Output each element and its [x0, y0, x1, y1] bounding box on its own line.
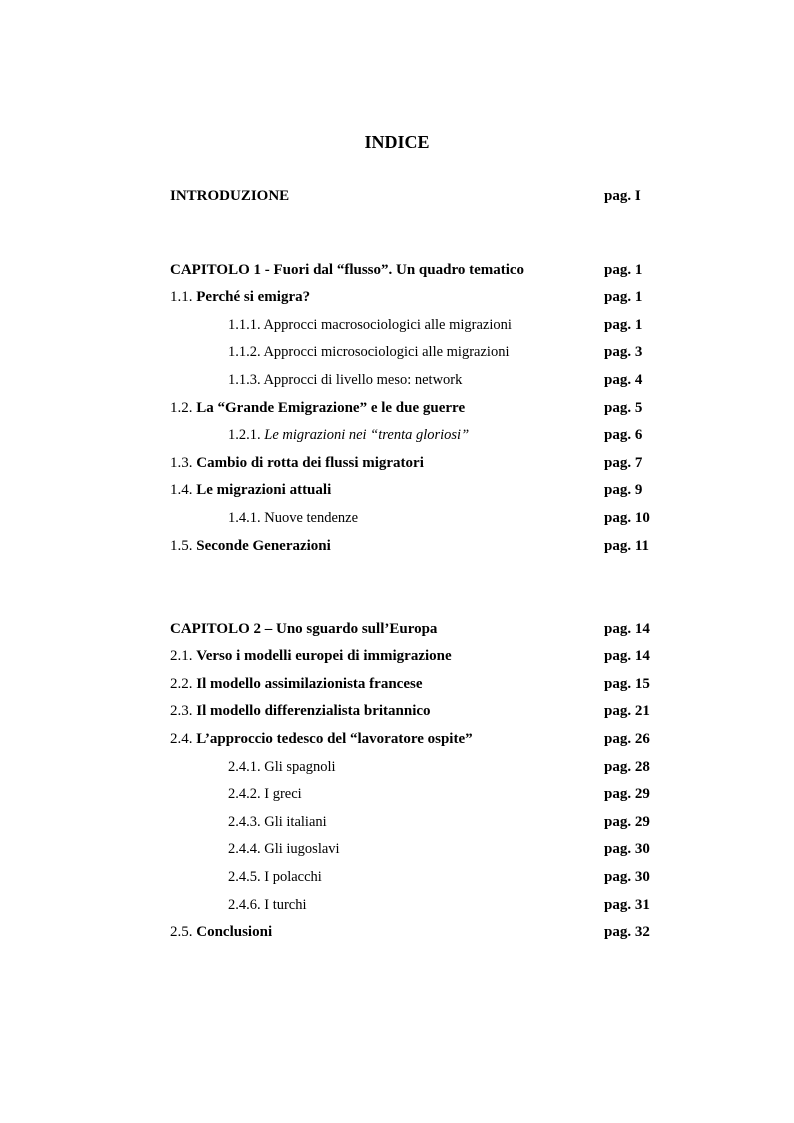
entry-number: 1.2.1.: [228, 427, 261, 443]
entry-number: 1.4.: [170, 482, 193, 498]
entry-title: L’approccio tedesco del “lavoratore ospite”: [196, 731, 473, 747]
entry-number: 1.1.3.: [228, 372, 261, 388]
entry-title: Gli italiani: [264, 814, 327, 830]
toc-entry: [0, 535, 794, 557]
entry-title: Perché si emigra?: [196, 289, 311, 305]
entry-title: Le migrazioni attuali: [196, 482, 332, 498]
entry-page: pag. 26: [604, 731, 650, 747]
toc-entry: [0, 645, 794, 667]
entry-number: 1.3.: [170, 455, 193, 471]
entry-page: pag. 29: [604, 786, 650, 802]
entry-number: 1.5.: [170, 538, 193, 554]
entry-page: pag. 28: [604, 759, 650, 775]
entry-number: 2.5.: [170, 924, 193, 940]
entry-number: 1.1.1.: [228, 317, 261, 333]
entry-page: pag. 14: [604, 648, 650, 664]
entry-title: Conclusioni: [196, 924, 273, 940]
entry-page: pag. 5: [604, 400, 643, 416]
entry-number: 2.4.6.: [228, 897, 261, 913]
toc-intro-page: pag. I: [604, 188, 641, 204]
entry-number: 1.4.1.: [228, 510, 261, 526]
entry-title: I polacchi: [264, 869, 322, 885]
entry-number: 1.1.2.: [228, 344, 261, 360]
entry-title: Approcci di livello meso: network: [263, 372, 463, 388]
entry-title: Gli iugoslavi: [264, 841, 340, 857]
entry-number: 2.4.4.: [228, 841, 261, 857]
entry-title: Le migrazioni nei “trenta gloriosi”: [264, 427, 470, 443]
entry-page: pag. 1: [604, 289, 643, 305]
toc-subentry: [0, 369, 794, 391]
entry-title: Approcci macrosociologici alle migrazioni: [263, 317, 512, 333]
entry-number: 2.4.2.: [228, 786, 261, 802]
toc-subentry: [0, 783, 794, 805]
toc-subentry: [0, 424, 794, 446]
toc-entry: [0, 673, 794, 695]
entry-page: pag. 32: [604, 924, 650, 940]
toc-subentry: [0, 894, 794, 916]
entry-title: Seconde Generazioni: [196, 538, 331, 554]
entry-number: 1.2.: [170, 400, 193, 416]
entry-page: pag. 30: [604, 841, 650, 857]
entry-title: Il modello assimilazionista francese: [196, 676, 423, 692]
toc-entry: [0, 397, 794, 419]
chapter-title: CAPITOLO 2 – Uno sguardo sull’Europa: [170, 621, 438, 637]
toc-subentry: [0, 507, 794, 529]
toc-subentry: [0, 341, 794, 363]
toc-chapter-heading: [0, 259, 794, 281]
chapter-title: CAPITOLO 1 - Fuori dal “flusso”. Un quadro tematico: [170, 262, 525, 278]
entry-page: pag. 7: [604, 455, 643, 471]
entry-page: pag. 4: [604, 372, 643, 388]
toc-subentry: [0, 756, 794, 778]
entry-page: pag. 3: [604, 344, 643, 360]
entry-number: 2.4.1.: [228, 759, 261, 775]
toc-entry: [0, 452, 794, 474]
entry-page: pag. 9: [604, 482, 643, 498]
entry-title: Nuove tendenze: [264, 510, 359, 526]
entry-title: Gli spagnoli: [264, 759, 336, 775]
entry-page: pag. 29: [604, 814, 650, 830]
toc-subentry: [0, 314, 794, 336]
entry-title: I turchi: [264, 897, 307, 913]
chapter-page: pag. 14: [604, 621, 650, 637]
entry-title: Cambio di rotta dei flussi migratori: [196, 455, 424, 471]
page-title: INDICE: [364, 132, 430, 152]
entry-page: pag. 1: [604, 317, 643, 333]
entry-number: 2.2.: [170, 676, 193, 692]
toc-entry: [0, 728, 794, 750]
entry-number: 2.4.: [170, 731, 193, 747]
entry-title: Approcci microsociologici alle migrazioni: [263, 344, 510, 360]
entry-title: La “Grande Emigrazione” e le due guerre: [196, 400, 466, 416]
entry-page: pag. 11: [604, 538, 650, 554]
entry-number: 1.1.: [170, 289, 193, 305]
toc-subentry: [0, 838, 794, 860]
entry-page: pag. 21: [604, 703, 650, 719]
toc-intro-label: INTRODUZIONE: [170, 188, 290, 204]
toc-intro: [0, 185, 794, 207]
entry-title: Verso i modelli europei di immigrazione: [196, 648, 452, 664]
entry-page: pag. 31: [604, 897, 650, 913]
toc-entry: [0, 700, 794, 722]
chapter-page: pag. 1: [604, 262, 643, 278]
toc-entry: [0, 479, 794, 501]
toc-subentry: [0, 866, 794, 888]
toc-entry: [0, 286, 794, 308]
entry-page: pag. 30: [604, 869, 650, 885]
toc-chapter-heading: [0, 618, 794, 640]
entry-number: 2.3.: [170, 703, 193, 719]
entry-page: pag. 10: [604, 510, 650, 526]
entry-title: I greci: [264, 786, 302, 802]
entry-page: pag. 6: [604, 427, 643, 443]
entry-number: 2.4.3.: [228, 814, 261, 830]
entry-number: 2.1.: [170, 648, 193, 664]
entry-title: Il modello differenzialista britannico: [196, 703, 431, 719]
toc-subentry: [0, 811, 794, 833]
entry-number: 2.4.5.: [228, 869, 261, 885]
entry-page: pag. 15: [604, 676, 650, 692]
toc-entry: [0, 921, 794, 943]
